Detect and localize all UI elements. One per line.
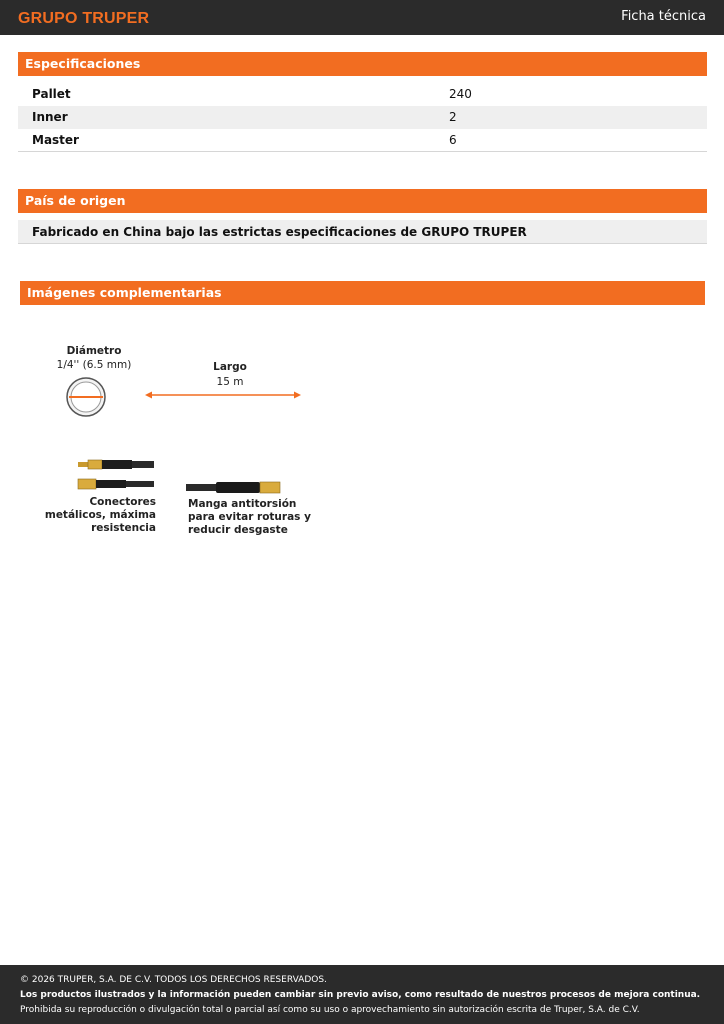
footer-legal: Prohibida su reproducción o divulgación total o parcial así como su uso o aprovechamiento sin autorización escrita de Truper, S.A. de C.V.: [20, 1005, 640, 1015]
sleeve-caption-line: Manga antitorsión: [188, 498, 297, 510]
length-value: 15 m: [216, 376, 244, 388]
spec-label: Pallet: [32, 87, 71, 101]
footer-notice: Los productos ilustrados y la información pueden cambiar sin previo aviso, como resultado de nuestros procesos de mejora continua.: [20, 990, 701, 1000]
metal-connectors-icon: [76, 455, 156, 495]
table-row: [18, 83, 707, 106]
footer: [0, 965, 724, 1024]
table-row: [18, 129, 707, 152]
table-row: [18, 106, 707, 129]
top-bar: [0, 0, 724, 35]
connectors-caption-line: metálicos, máxima: [44, 509, 156, 521]
specs-section-header: Especificaciones: [18, 52, 707, 76]
brand-logo: GRUPO TRUPER: [18, 10, 150, 27]
connectors-caption-line: Conectores: [89, 496, 156, 508]
spec-value: 240: [449, 87, 472, 101]
footer-copyright: © 2026 TRUPER, S.A. DE C.V. TODOS LOS DERECHOS RESERVADOS.: [20, 975, 327, 985]
length-arrow-icon: [145, 390, 301, 400]
complementary-image: [40, 335, 320, 545]
spec-value: 6: [449, 133, 457, 147]
origin-text: Fabricado en China bajo las estrictas especificaciones de GRUPO TRUPER: [18, 220, 707, 244]
origin-section-header: País de origen: [18, 189, 707, 213]
diameter-label: Diámetro: [66, 345, 122, 357]
spec-label: Inner: [32, 110, 68, 124]
length-label: Largo: [213, 361, 247, 373]
anti-kink-sleeve-icon: [186, 479, 282, 497]
sleeve-caption-line: reducir desgaste: [188, 524, 288, 536]
spec-label: Master: [32, 133, 79, 147]
diameter-value: 1/4'' (6.5 mm): [56, 359, 132, 371]
spec-value: 2: [449, 110, 457, 124]
hose-cross-section-icon: [64, 375, 108, 419]
images-section-header: Imágenes complementarias: [20, 281, 705, 305]
connectors-caption-line: resistencia: [91, 522, 156, 534]
specs-table: [18, 83, 707, 152]
document-type: Ficha técnica: [621, 9, 706, 24]
sleeve-caption-line: para evitar roturas y: [188, 511, 311, 523]
